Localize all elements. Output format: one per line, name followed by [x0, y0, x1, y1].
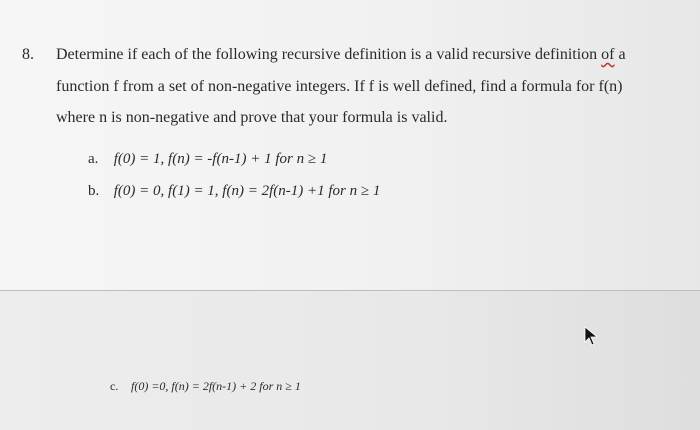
part-a: [88, 151, 327, 168]
question-line-1: [56, 46, 626, 64]
part-c-expression: f(0) =0, f(n) = 2f(n-1) + 2 for n ≥ 1: [131, 379, 301, 393]
question-number: 8.: [22, 46, 34, 63]
part-b-letter: b.: [88, 183, 100, 199]
part-a-letter: a.: [88, 151, 99, 167]
question-line-2: function f from a set of non-negative integers. If f is well defined, find a formula for f(n): [56, 78, 623, 95]
part-c: [110, 379, 301, 394]
part-b: [88, 183, 380, 200]
part-a-expression: f(0) = 1, f(n) = -f(n-1) + 1 for n ≥ 1: [113, 151, 328, 167]
part-b-expression: f(0) = 0, f(1) = 1, f(n) = 2f(n-1) +1 for n ≥ 1: [113, 183, 381, 199]
question-line-3: where n is non-negative and prove that your formula is valid.: [56, 109, 448, 126]
question-line-1-text: Determine if each of the following recursive definition is a valid recursive definition: [56, 46, 602, 63]
question-line-1-end: a: [614, 46, 626, 63]
spellcheck-marked-word[interactable]: of: [601, 46, 615, 63]
part-c-letter: c.: [110, 379, 119, 393]
mouse-pointer-icon: [584, 326, 598, 346]
document-page-bottom: [0, 291, 700, 430]
